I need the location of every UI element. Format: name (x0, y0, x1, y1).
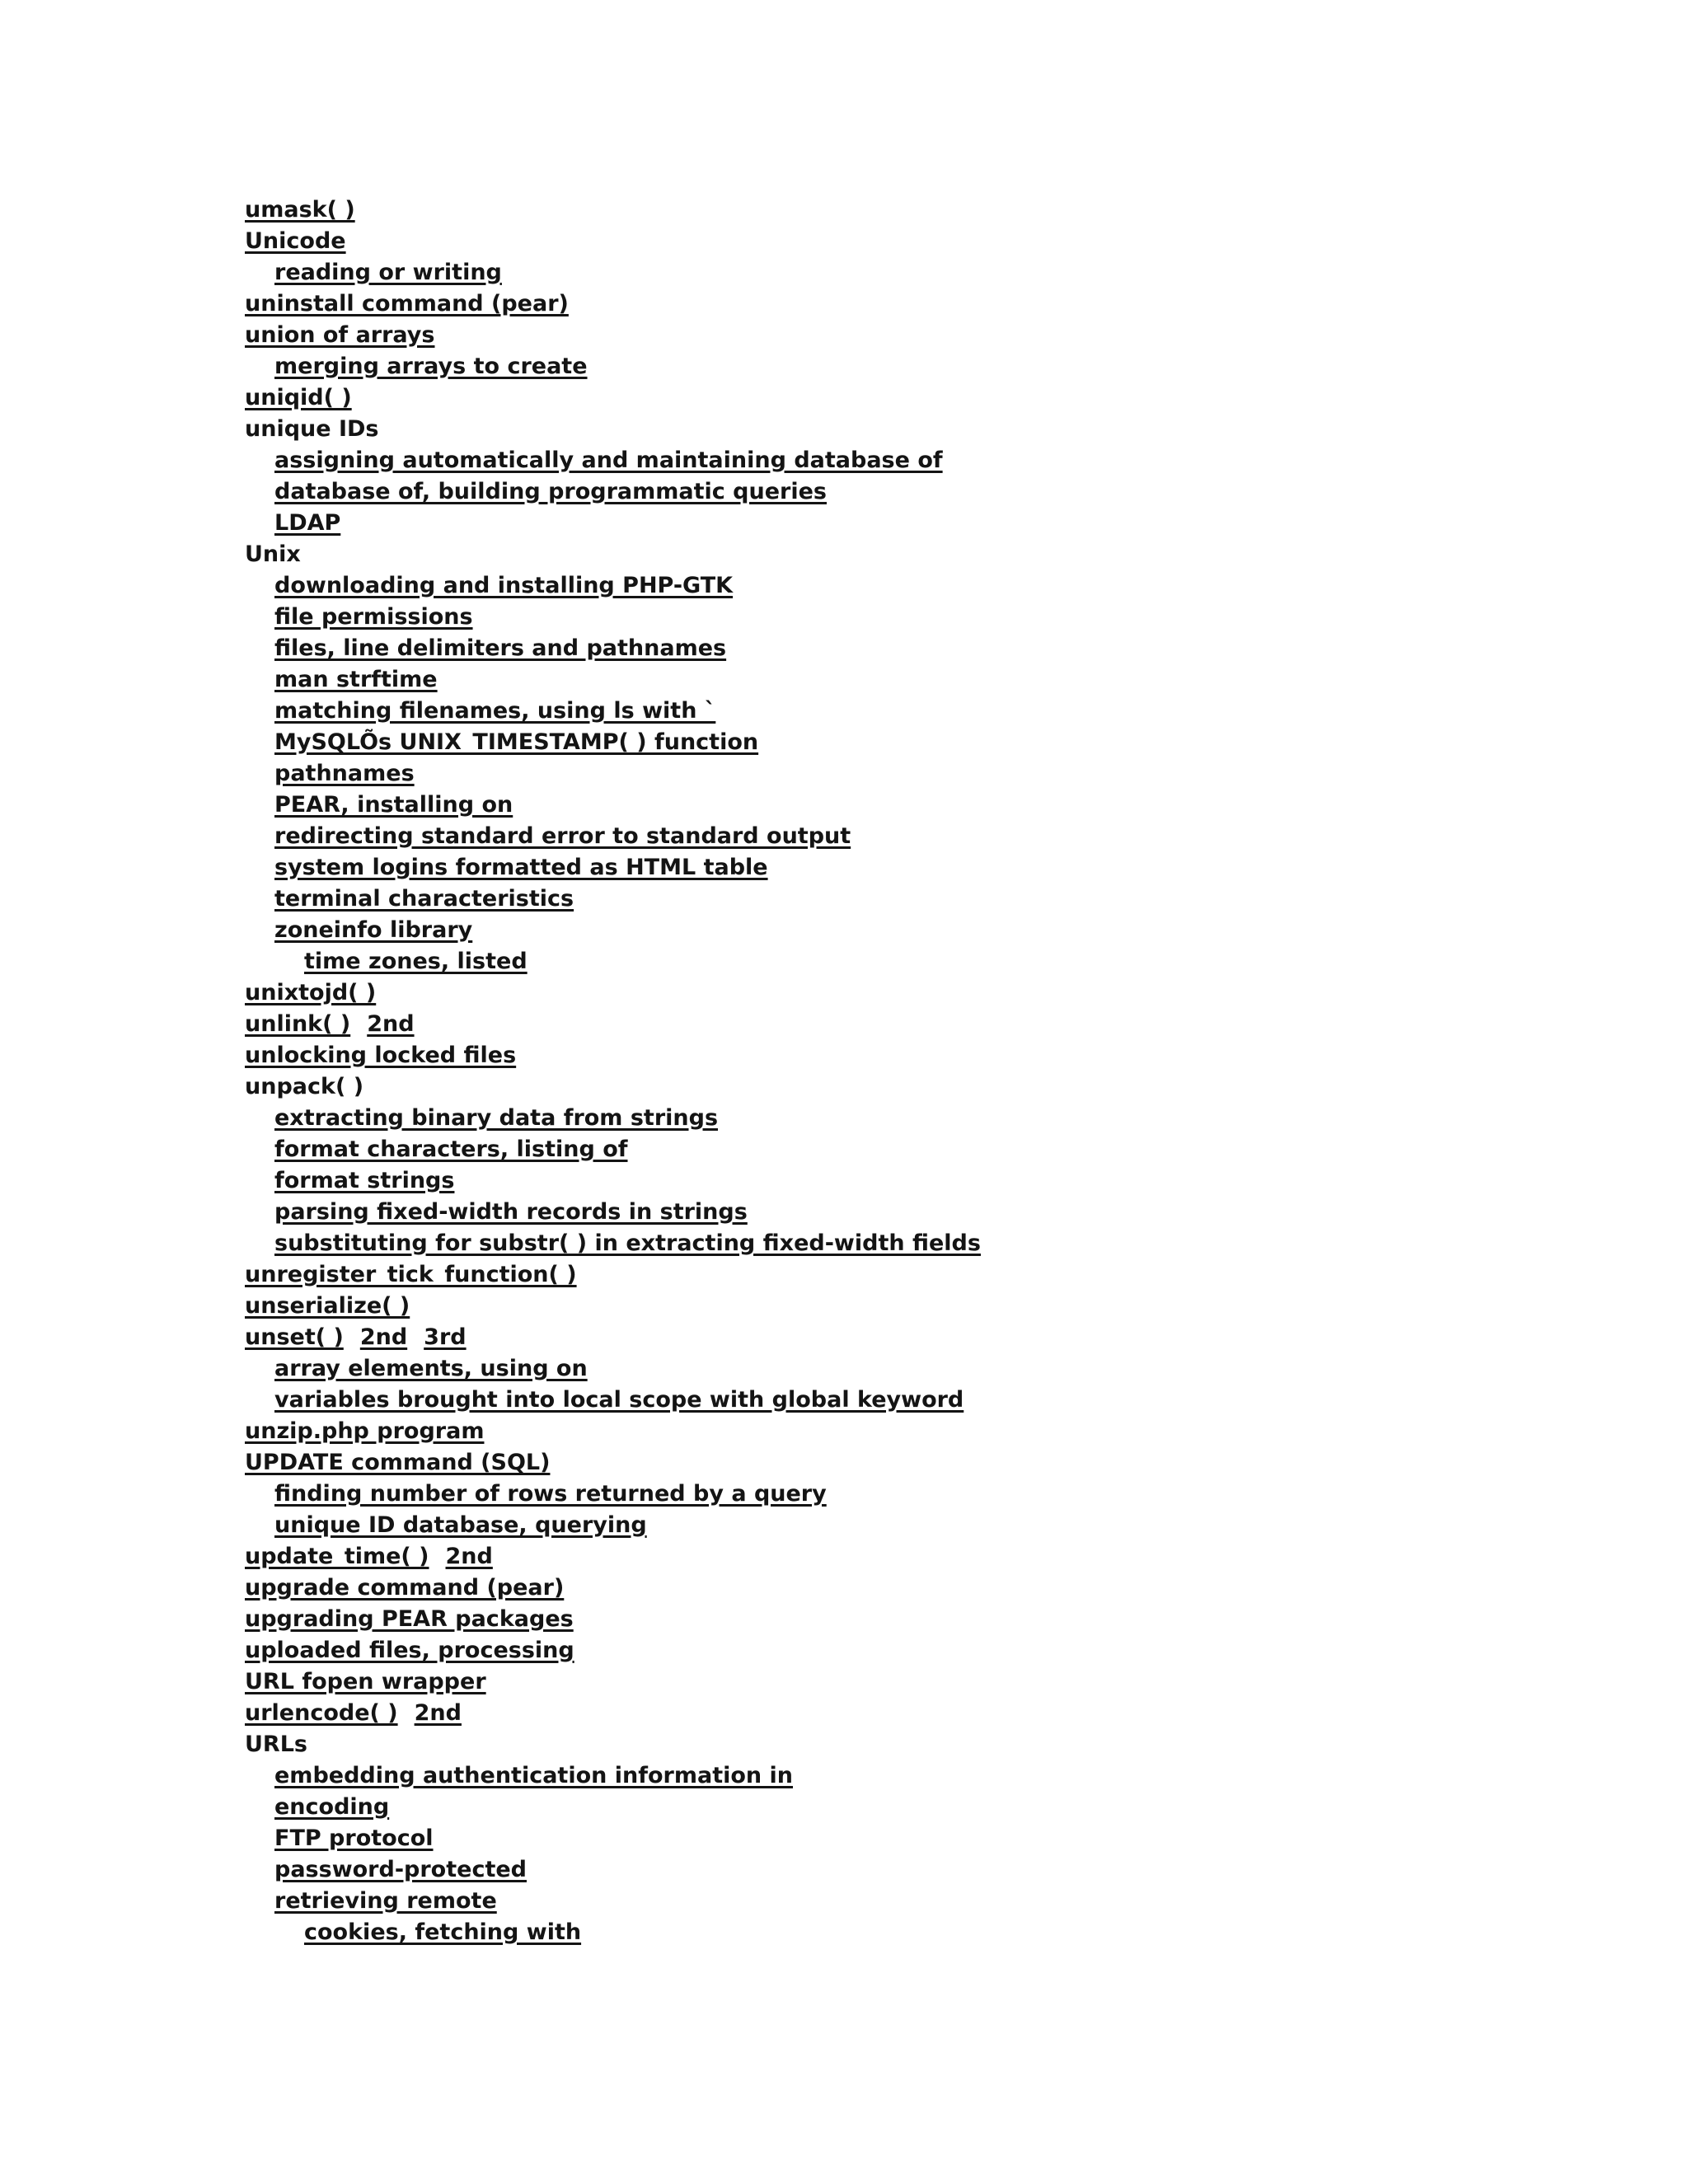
index-subentry (245, 758, 1481, 790)
index-term-link[interactable]: unlocking locked files (245, 1043, 517, 1068)
index-term-link[interactable]: upgrade command (pear) (245, 1575, 565, 1601)
index-term-link[interactable]: unregister_tick_function( ) (245, 1262, 577, 1287)
index-term-link[interactable]: cookies, fetching with (304, 1919, 582, 1945)
index-subentry (245, 790, 1481, 821)
index-subentry (245, 445, 1481, 476)
index-term-link[interactable]: upgrading PEAR packages (245, 1606, 574, 1632)
index-term-link[interactable]: terminal characteristics (274, 886, 574, 912)
index-entry (245, 1604, 1481, 1635)
index-entry (245, 288, 1481, 320)
index-term-link[interactable]: substituting for substr( ) in extracting fixed-width fields (274, 1230, 981, 1256)
index-term-link[interactable]: variables brought into local scope with global keyword (274, 1387, 964, 1413)
index-term-link[interactable]: PEAR, installing on (274, 792, 513, 818)
index-subentry (245, 1385, 1481, 1416)
index-term-link[interactable]: FTP protocol (274, 1825, 434, 1851)
index-entry (245, 1416, 1481, 1447)
index-term-link[interactable]: uniqid( ) (245, 385, 352, 410)
index-additional-reference-link[interactable]: 2nd (359, 1324, 408, 1350)
index-term-link[interactable]: umask( ) (245, 197, 355, 223)
index-term-link[interactable]: Unicode (245, 228, 346, 254)
index-subentry (245, 883, 1481, 915)
index-term-link[interactable]: LDAP (274, 510, 341, 536)
index-term-link[interactable]: database of, building programmatic queries (274, 479, 827, 504)
index-subentry (245, 1510, 1481, 1541)
index-subentry (245, 1792, 1481, 1823)
index-term-link[interactable]: unset( ) (245, 1324, 344, 1350)
index-entry (245, 1729, 1481, 1760)
index-term-link[interactable]: encoding (274, 1794, 390, 1820)
index-additional-reference-link[interactable]: 2nd (367, 1011, 415, 1037)
index-subentry (245, 1823, 1481, 1854)
index-entry (245, 414, 1481, 445)
index-term-link[interactable]: retrieving remote (274, 1888, 497, 1914)
index-entry (245, 1447, 1481, 1479)
index-entry (245, 1322, 1481, 1353)
index-subentry (245, 727, 1481, 758)
index-term-link[interactable]: extracting binary data from strings (274, 1105, 719, 1131)
index-entry (245, 320, 1481, 351)
index-subentry (245, 1165, 1481, 1197)
index-term-link[interactable]: update_time( ) (245, 1544, 429, 1569)
index-entry (245, 977, 1481, 1009)
index-term-link[interactable]: downloading and installing PHP-GTK (274, 573, 734, 598)
index-term-link[interactable]: unixtojd( ) (245, 980, 377, 1005)
index-subentry (245, 1760, 1481, 1792)
index-term-link[interactable]: urlencode( ) (245, 1700, 398, 1726)
index-term-link[interactable]: merging arrays to create (274, 354, 588, 379)
index-additional-reference-link[interactable]: 2nd (414, 1700, 462, 1726)
index-subentry (245, 570, 1481, 602)
index-subentry (245, 1103, 1481, 1134)
index-subentry (245, 821, 1481, 852)
index-term-link[interactable]: union of arrays (245, 322, 435, 348)
index-term-link[interactable]: password-protected (274, 1857, 527, 1882)
index-entry (245, 1698, 1481, 1729)
index-subentry (245, 508, 1481, 539)
index-entry (245, 1635, 1481, 1666)
index-subentry (245, 1228, 1481, 1259)
index-subsubentry (245, 946, 1481, 977)
index-subentry (245, 1353, 1481, 1385)
index-entry (245, 539, 1481, 570)
index-subentry (245, 1197, 1481, 1228)
index-entry (245, 1009, 1481, 1040)
index-subentry (245, 1479, 1481, 1510)
index-entry (245, 1259, 1481, 1291)
index-term-link[interactable]: URL fopen wrapper (245, 1669, 486, 1694)
index-entry (245, 1291, 1481, 1322)
index-entry (245, 1071, 1481, 1103)
index-subsubentry (245, 1917, 1481, 1948)
index-term-link[interactable]: unserialize( ) (245, 1293, 410, 1319)
index-subentry (245, 915, 1481, 946)
index-term-link[interactable]: time zones, listed (304, 949, 528, 974)
index-term-link[interactable]: assigning automatically and maintaining database of (274, 448, 943, 473)
index-subentry (245, 351, 1481, 382)
index-term-heading: unique IDs (245, 416, 379, 442)
index-term-link[interactable]: uninstall command (pear) (245, 291, 569, 316)
index-term-heading: URLs (245, 1732, 307, 1757)
index-term-link[interactable]: system logins formatted as HTML table (274, 855, 768, 880)
index-entry (245, 1040, 1481, 1071)
index-term-link[interactable]: array elements, using on (274, 1356, 588, 1381)
index-term-link[interactable]: MySQLÕs UNIX_TIMESTAMP( ) function (274, 729, 759, 755)
index-subentry (245, 1886, 1481, 1917)
index-additional-reference-link[interactable]: 2nd (445, 1544, 493, 1569)
index-term-link[interactable]: zoneinfo library (274, 917, 473, 943)
index-term-link[interactable]: format characters, listing of (274, 1137, 628, 1162)
index-subentry (245, 633, 1481, 664)
index-term-heading: unpack( ) (245, 1074, 364, 1099)
index-entry (245, 382, 1481, 414)
index-term-link[interactable]: embedding authentication information in (274, 1763, 794, 1788)
index-term-link[interactable]: finding number of rows returned by a query (274, 1481, 827, 1507)
index-term-link[interactable]: reading or writing (274, 260, 502, 285)
index-term-link[interactable]: UPDATE command (SQL) (245, 1450, 551, 1475)
index-subentry (245, 476, 1481, 508)
index-subentry (245, 602, 1481, 633)
index-term-link[interactable]: files, line delimiters and pathnames (274, 635, 727, 661)
index-subentry (245, 664, 1481, 696)
index-term-link[interactable]: unlink( ) (245, 1011, 351, 1037)
index-term-link[interactable]: uploaded files, processing (245, 1638, 574, 1663)
index-entry (245, 1541, 1481, 1572)
index-subentry (245, 257, 1481, 288)
index-term-link[interactable]: format strings (274, 1168, 455, 1193)
index-term-heading: Unix (245, 541, 301, 567)
index-subentry (245, 696, 1481, 727)
index-entry-list (245, 194, 1481, 1948)
index-term-link[interactable]: unique ID database, querying (274, 1512, 647, 1538)
index-term-link[interactable]: unzip.php program (245, 1418, 485, 1444)
index-term-link[interactable]: man strftime (274, 667, 438, 692)
index-subentry (245, 1134, 1481, 1165)
index-term-link[interactable]: pathnames (274, 761, 415, 786)
index-entry (245, 226, 1481, 257)
index-term-link[interactable]: redirecting standard error to standard output (274, 823, 851, 849)
index-entry (245, 1572, 1481, 1604)
index-entry (245, 194, 1481, 226)
index-subentry (245, 852, 1481, 883)
index-additional-reference-link[interactable]: 3rd (424, 1324, 467, 1350)
index-subentry (245, 1854, 1481, 1886)
index-term-link[interactable]: matching filenames, using ls with ` (274, 698, 716, 724)
index-term-link[interactable]: parsing fixed-width records in strings (274, 1199, 748, 1225)
index-entry (245, 1666, 1481, 1698)
index-term-link[interactable]: file permissions (274, 604, 473, 630)
